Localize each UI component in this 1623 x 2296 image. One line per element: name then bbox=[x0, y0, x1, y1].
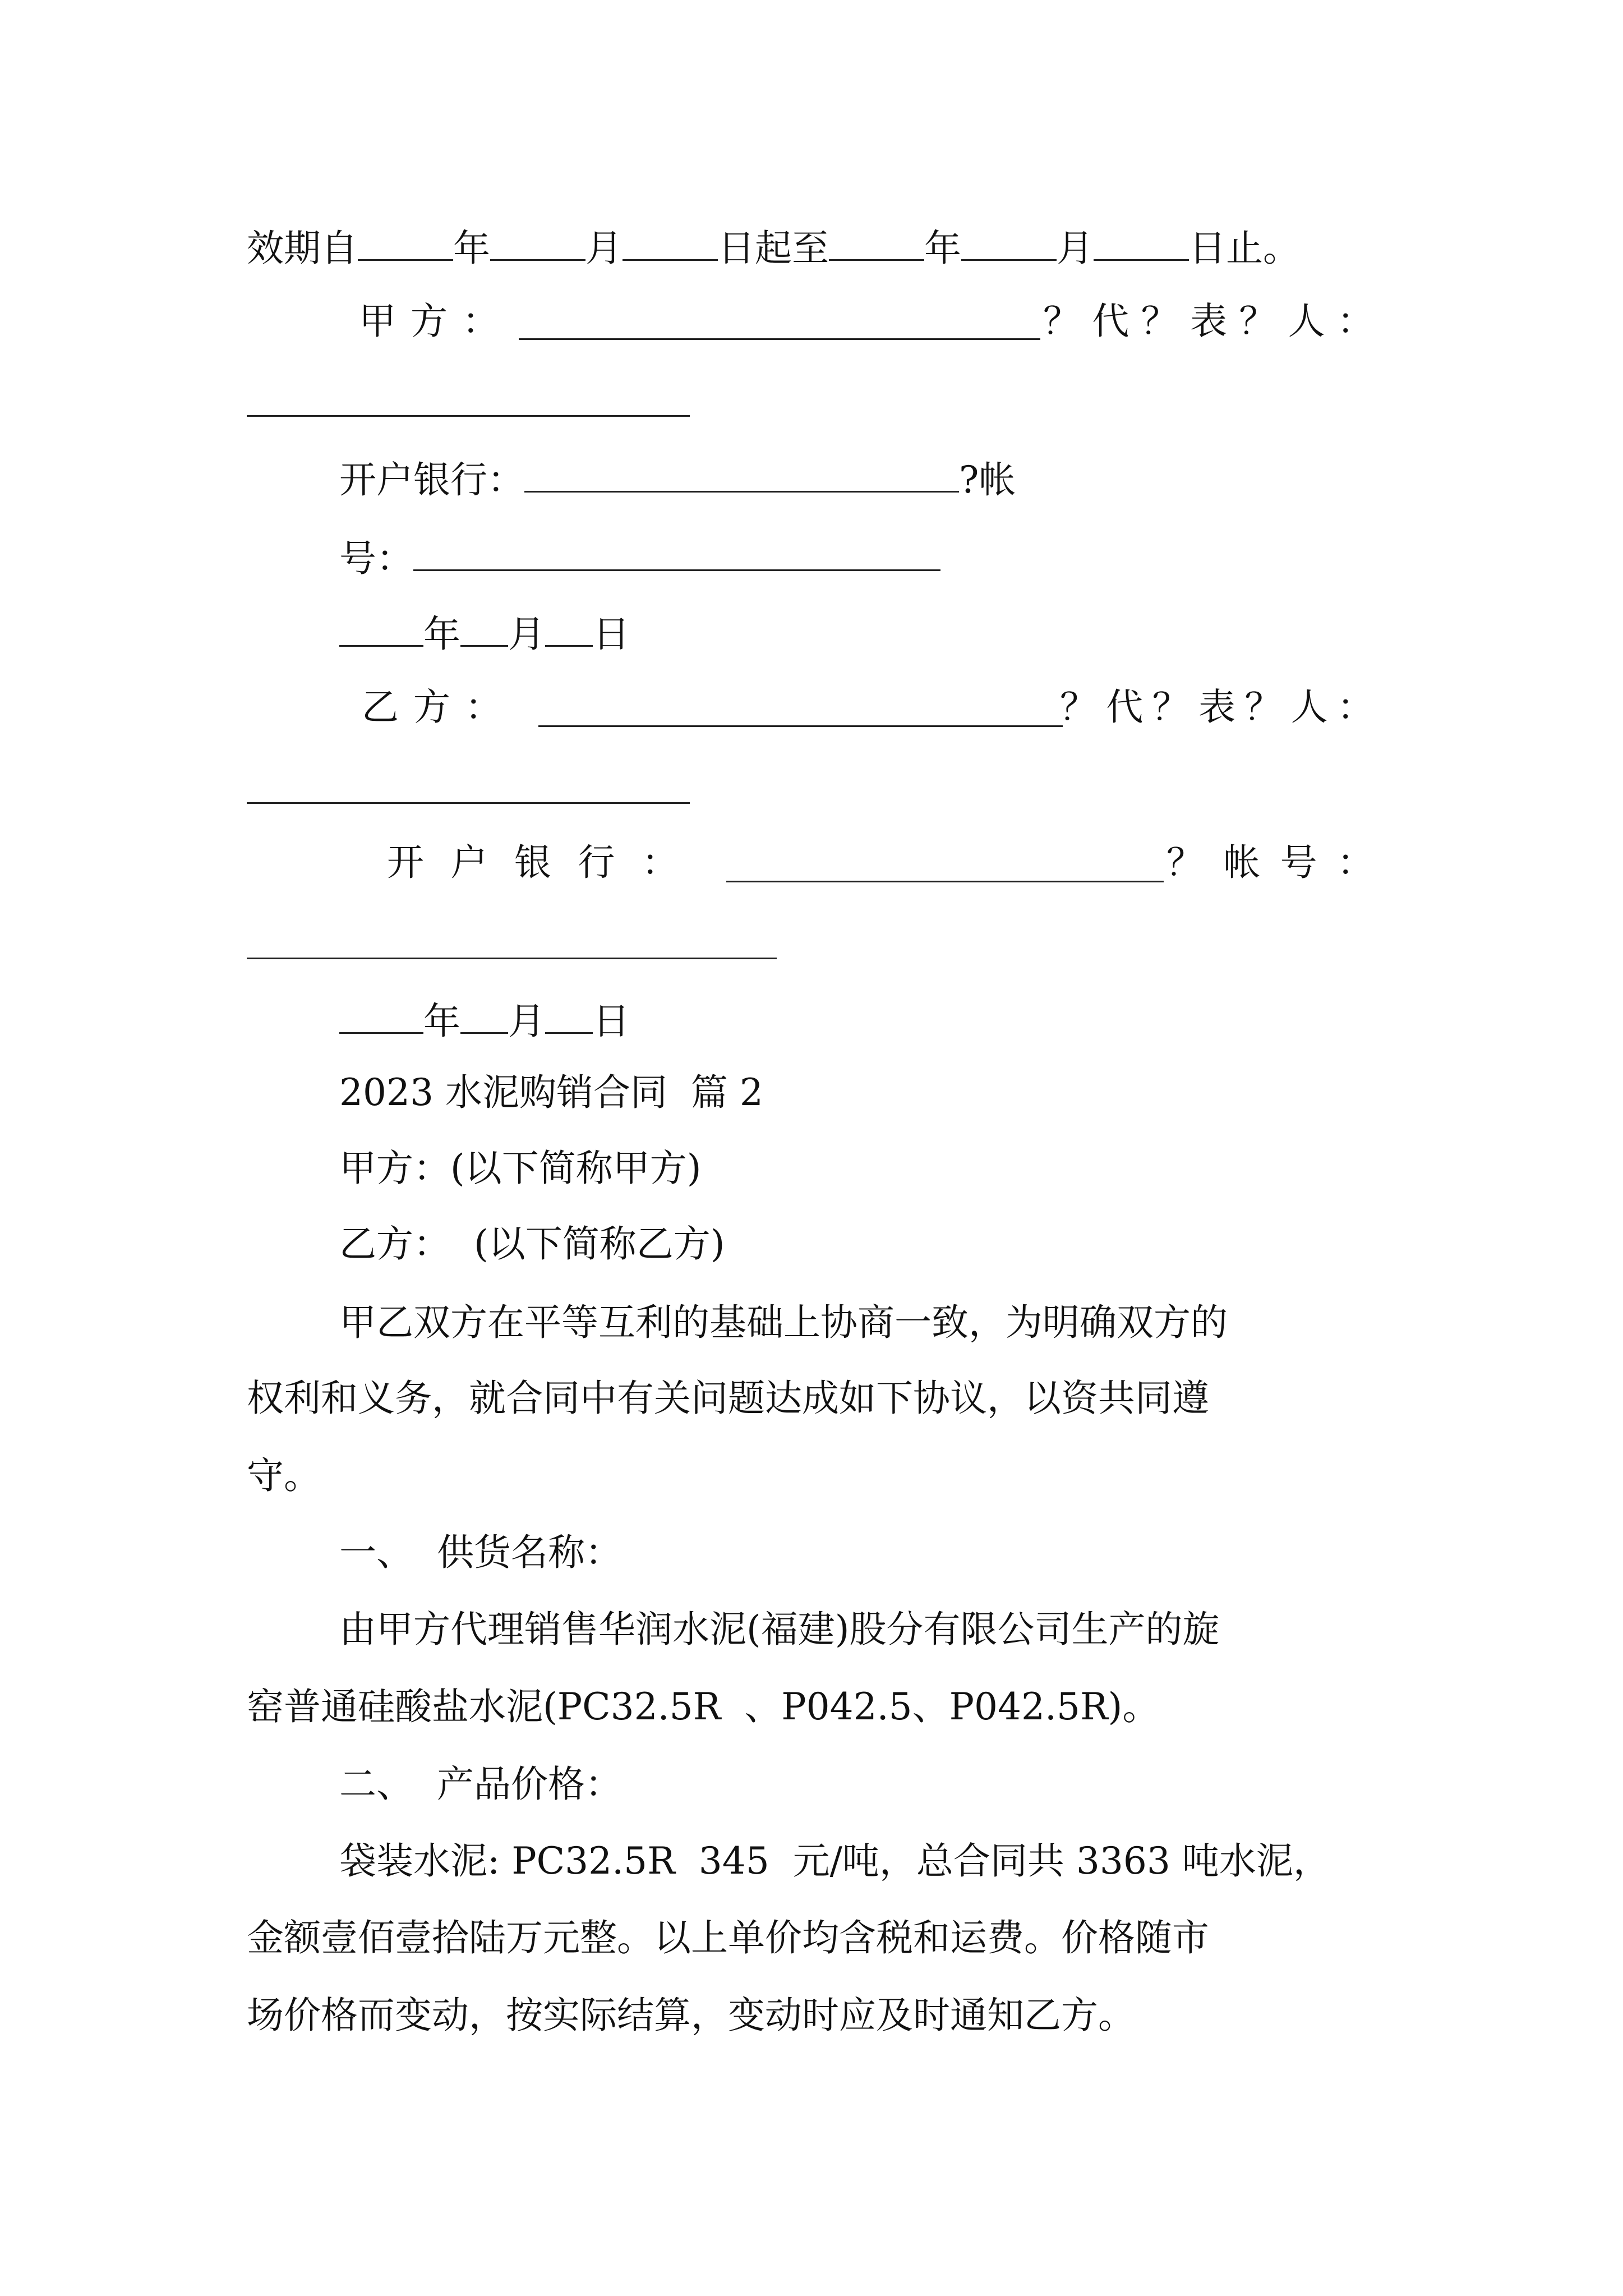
blank-field bbox=[545, 611, 593, 647]
party-b-representative-blank bbox=[247, 802, 690, 804]
blank-field bbox=[623, 226, 718, 261]
blank-field bbox=[490, 226, 585, 261]
party-a-representative-label: ？ 代 ？ 表 ？ 人 ： bbox=[1043, 300, 1374, 343]
blank-field bbox=[339, 999, 423, 1034]
section-2-body-line: 金额壹佰壹拾陆万元整。以上单价均含税和运费。价格随市 bbox=[247, 1916, 1209, 1959]
party-b-name-blank bbox=[538, 725, 1063, 727]
bank-label: 开户银行： bbox=[339, 458, 524, 501]
blank-field bbox=[961, 226, 1057, 261]
blank-field bbox=[545, 999, 593, 1034]
party-a-representative-blank bbox=[247, 415, 690, 417]
intro-line: 甲乙双方在平等互利的基础上协商一致，为明确双方的 bbox=[339, 1301, 1228, 1344]
party-b-account-label: ？ 帐 号 ： bbox=[1166, 841, 1374, 884]
section-1-body-line: 窑普通硅酸盐水泥(PC32.5R 、P042.5、P042.5R)。 bbox=[247, 1685, 1160, 1728]
validity-month-label: 月 bbox=[585, 227, 623, 270]
party-a-line: 甲方：(以下简称甲方) bbox=[339, 1147, 702, 1190]
party-b-bank-label: 开 户 银 行 ： bbox=[387, 841, 679, 884]
party-b-date-line: 年 月 日 bbox=[339, 999, 630, 1040]
section-1-body-line: 由甲方代理销售华润水泥(福建)股分有限公司生产的旋 bbox=[339, 1608, 1220, 1651]
account-label: ?帐 bbox=[959, 458, 1016, 501]
section-2-title: 二、 产品价格： bbox=[339, 1763, 622, 1806]
account-blank bbox=[413, 536, 940, 571]
party-b-label: 乙 方 ： bbox=[362, 685, 502, 729]
party-b-line: 乙方： (以下简称乙方) bbox=[339, 1222, 725, 1266]
party-a-account-line bbox=[339, 536, 940, 580]
blank-field bbox=[460, 611, 508, 647]
party-a-name-blank bbox=[519, 338, 1040, 340]
section-1-title: 一、 供货名称： bbox=[339, 1531, 622, 1574]
party-b-bank-blank bbox=[726, 881, 1164, 882]
intro-line: 守。 bbox=[247, 1454, 321, 1497]
bank-blank bbox=[524, 457, 959, 493]
party-a-date-line: 年 月 日 bbox=[339, 611, 630, 653]
blank-field bbox=[358, 226, 453, 261]
party-a-label: 甲 方 ： bbox=[359, 300, 499, 343]
validity-day-label: 日起至 bbox=[718, 227, 829, 270]
section-2-body-line: 场价格而变动，按实际结算，变动时应及时通知乙方。 bbox=[247, 1994, 1135, 2037]
validity-line bbox=[247, 226, 1300, 270]
party-b-account-blank bbox=[247, 958, 777, 959]
party-b-representative-label: ？ 代 ？ 表 ？ 人 ： bbox=[1060, 685, 1374, 729]
party-a-bank-line bbox=[339, 457, 1016, 499]
validity-year-label: 年 bbox=[924, 227, 961, 270]
blank-field bbox=[829, 226, 924, 261]
section-2-body-line: 袋装水泥: PC32.5R 345 元/吨，总合同共 3363 吨水泥， bbox=[339, 1839, 1330, 1883]
validity-prefix: 效期自 bbox=[247, 227, 358, 270]
validity-day-label: 日止。 bbox=[1189, 227, 1300, 270]
account-label: 号： bbox=[339, 537, 413, 580]
validity-month-label: 月 bbox=[1057, 227, 1094, 270]
validity-year-label: 年 bbox=[453, 227, 490, 270]
intro-line: 权利和义务，就合同中有关问题达成如下协议，以资共同遵 bbox=[247, 1377, 1209, 1420]
contract-heading: 2023 水泥购销合同 篇 2 bbox=[339, 1071, 763, 1114]
blank-field bbox=[339, 611, 423, 647]
blank-field bbox=[1094, 226, 1189, 261]
blank-field bbox=[460, 999, 508, 1034]
